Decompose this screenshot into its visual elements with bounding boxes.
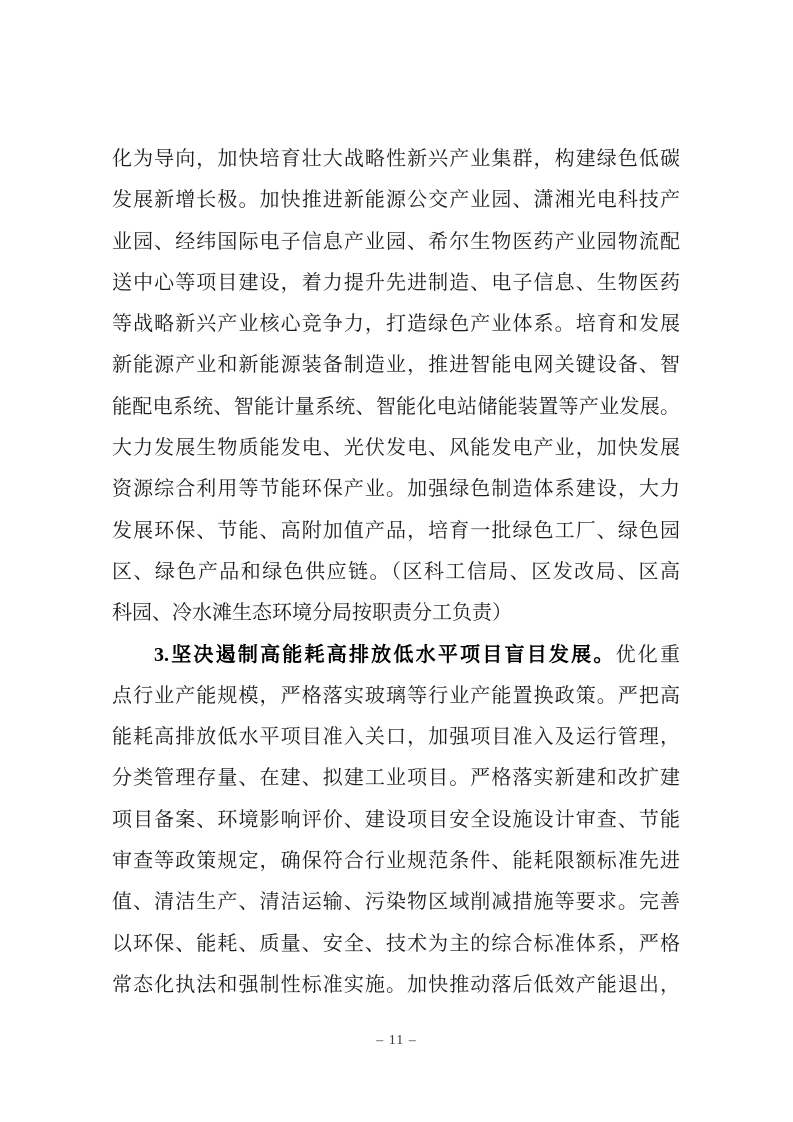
text-line [112, 428, 680, 469]
text-line [112, 511, 680, 552]
body-text: 大力发展生物质能发电、光伏发电、风能发电产业，加快发展 [112, 437, 680, 460]
body-text: 能配电系统、智能计量系统、智能化电站储能装置等产业发展。 [112, 395, 680, 418]
document-body [112, 139, 680, 1006]
body-text: 送中心等项目建设，着力提升先进制造、电子信息、生物医药 [112, 271, 680, 294]
page-number: – 11 – [376, 1033, 417, 1048]
body-text: 优化重 [615, 643, 680, 666]
body-text: 新能源产业和新能源装备制造业，推进智能电网关键设备、智 [112, 354, 680, 377]
text-line [112, 180, 680, 221]
body-text: 常态化执法和强制性标准实施。加快推动落后低效产能退出， [112, 973, 680, 996]
body-text: 发展环保、节能、高附加值产品，培育一批绿色工厂、绿色园 [112, 519, 680, 542]
text-line [112, 552, 680, 593]
body-text: 区、绿色产品和绿色供应链。（区科工信局、区发改局、区高 [112, 560, 680, 583]
text-line [112, 965, 680, 1006]
body-text: 资源综合利用等节能环保产业。加强绿色制造体系建设，大力 [112, 478, 680, 501]
text-line [112, 800, 680, 841]
body-text: 审查等政策规定，确保符合行业规范条件、能耗限额标准先进 [112, 850, 680, 873]
text-line [112, 841, 680, 882]
text-line [112, 593, 680, 634]
text-line [112, 758, 680, 799]
body-text: 发展新增长极。加快推进新能源公交产业园、潇湘光电科技产 [112, 189, 680, 212]
body-text: 科园、冷水滩生态环境分局按职责分工负责） [112, 602, 512, 625]
body-text: 值、清洁生产、清洁运输、污染物区域削减措施等要求。完善 [112, 891, 680, 914]
text-line [112, 345, 680, 386]
body-text: 等战略新兴产业核心竞争力，打造绿色产业体系。培育和发展 [112, 313, 680, 336]
text-line [112, 717, 680, 758]
text-line [112, 222, 680, 263]
text-line [112, 139, 680, 180]
text-line [112, 387, 680, 428]
text-line [112, 882, 680, 923]
body-text: 业园、经纬国际电子信息产业园、希尔生物医药产业园物流配 [112, 230, 680, 253]
text-line [112, 469, 680, 510]
body-text: 能耗高排放低水平项目准入关口，加强项目准入及运行管理， [112, 726, 680, 749]
text-line [112, 304, 680, 345]
body-text: 以环保、能耗、质量、安全、技术为主的综合标准体系，严格 [112, 932, 680, 955]
text-line [112, 263, 680, 304]
text-line [112, 924, 680, 965]
body-text: 化为导向，加快培育壮大战略性新兴产业集群，构建绿色低碳 [112, 148, 680, 170]
section-heading-bold-text: 3.坚决遏制高能耗高排放低水平项目盲目发展。 [154, 643, 616, 666]
text-line [112, 635, 680, 676]
body-text: 项目备案、环境影响评价、建设项目安全设施设计审查、节能 [112, 808, 680, 831]
text-line [112, 676, 680, 717]
body-text: 点行业产能规模，严格落实玻璃等行业产能置换政策。严把高 [112, 684, 680, 707]
body-text: 分类管理存量、在建、拟建工业项目。严格落实新建和改扩建 [112, 767, 680, 790]
